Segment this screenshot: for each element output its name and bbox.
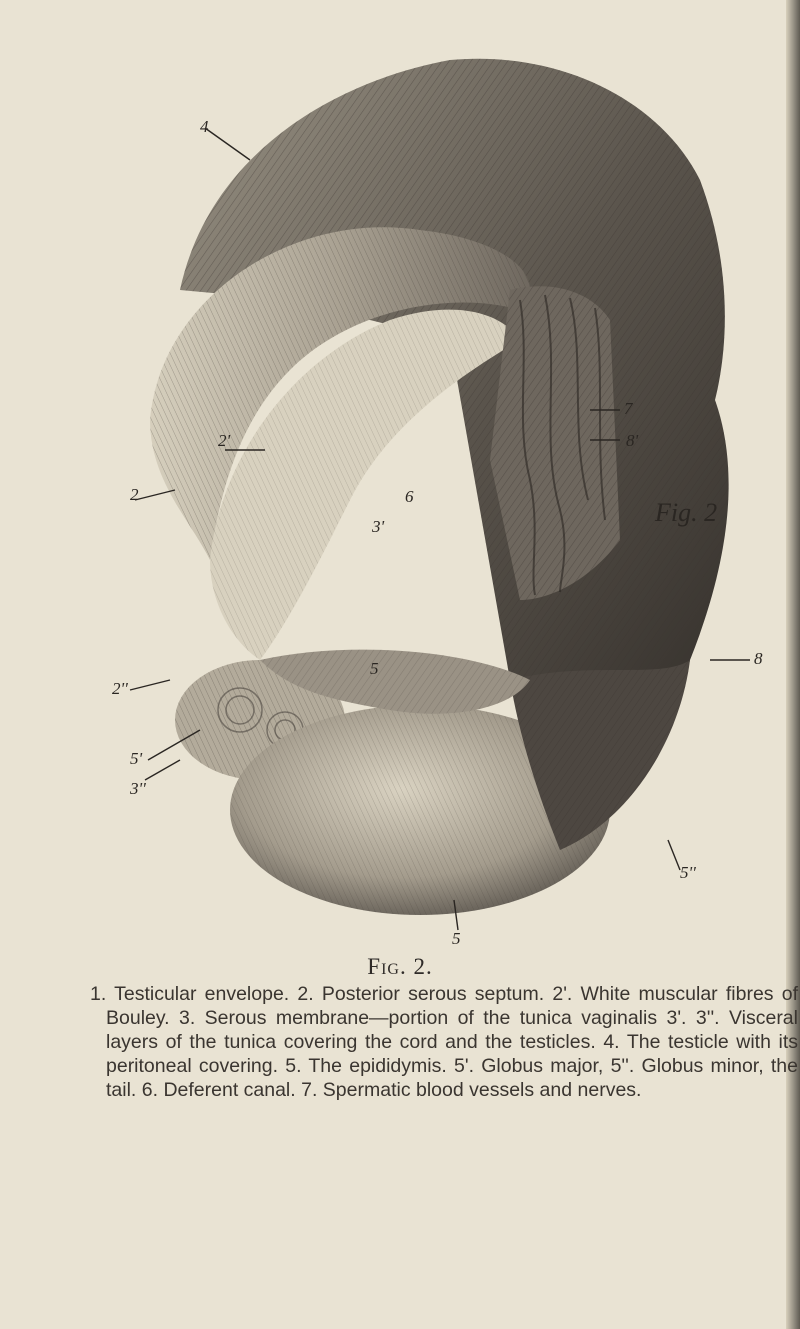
caption-title: Fig. 2. xyxy=(367,954,433,979)
label-2: 2 xyxy=(130,485,139,504)
label-6: 6 xyxy=(405,487,414,506)
label-5-double-prime: 5'' xyxy=(680,863,696,882)
plate-figure-label: Fig. 2 xyxy=(655,498,718,527)
label-3-prime: 3' xyxy=(372,517,385,536)
label-7: 7 xyxy=(624,399,633,418)
label-5-bottom: 5 xyxy=(452,929,461,948)
label-2-double-prime: 2'' xyxy=(112,679,128,698)
label-8-prime: 8' xyxy=(626,431,639,450)
label-4: 4 xyxy=(200,117,209,136)
label-3-double-prime: 3'' xyxy=(130,779,146,798)
label-2-prime: 2' xyxy=(218,431,231,450)
label-5: 5 xyxy=(370,659,379,678)
label-5-prime: 5' xyxy=(130,749,143,768)
label-8: 8 xyxy=(754,649,763,668)
page-edge xyxy=(786,0,800,1329)
caption-text: 1. Testicular envelope. 2. Posterior serous septum. 2'. White muscular fibres of Bouley. 3. Serous membrane—portion of the tunica vaginalis 3'. 3''. Visceral layers of the tunica covering the cord and the testicles. 4. The testicle with its peritoneal covering. 5. The epididymis. 5'. Globus major, 5''. Globus minor, the tail. 6. Deferent canal. 7. Spermatic blood vessels and nerves. xyxy=(90,983,798,1101)
